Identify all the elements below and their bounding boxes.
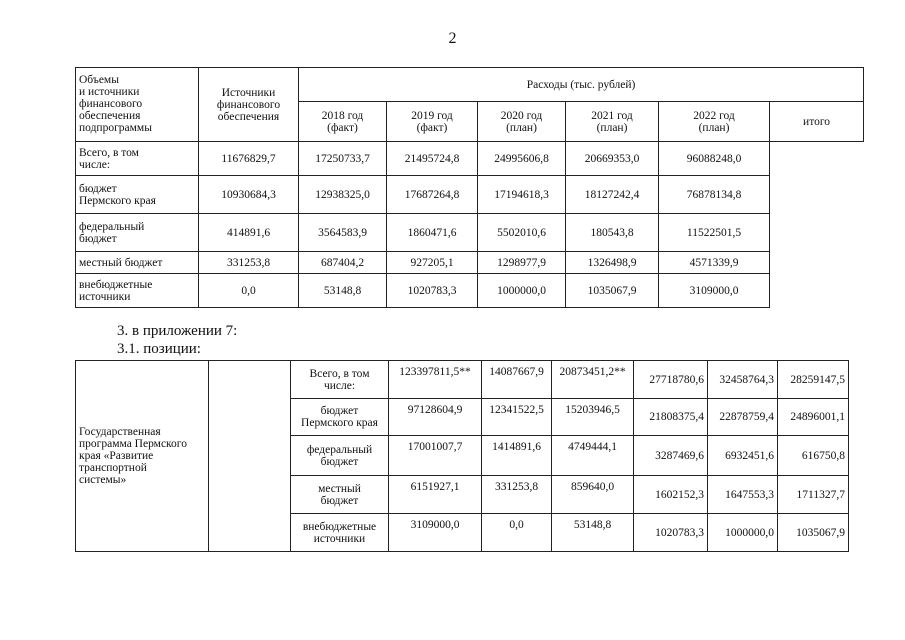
row-label: федеральный бюджет	[76, 214, 199, 252]
table-cell: 123397811,5**	[389, 361, 482, 399]
row-label: местный бюджет	[76, 252, 199, 274]
table-cell: 6932451,6	[708, 436, 778, 476]
column-header: 2021 год (план)	[566, 102, 659, 142]
table-cell: 331253,8	[482, 476, 552, 514]
table-row	[76, 176, 864, 214]
table-cell: 616750,8	[778, 436, 849, 476]
table-cell: 28259147,5	[778, 361, 849, 399]
row-label: бюджет Пермского края	[291, 399, 389, 436]
table-row	[76, 214, 864, 252]
table-cell: 18127242,4	[566, 176, 659, 214]
table-cell: 22878759,4	[708, 399, 778, 436]
table-cell: 12341522,5	[482, 399, 552, 436]
table-row	[76, 142, 864, 176]
table-cell: 21495724,8	[387, 142, 478, 176]
table-cell: 0,0	[199, 274, 299, 308]
table-cell: 927205,1	[387, 252, 478, 274]
table-cell: 4571339,9	[659, 252, 770, 274]
table-cell: 21808375,4	[634, 399, 708, 436]
table-cell: 1414891,6	[482, 436, 552, 476]
table-row	[76, 274, 864, 308]
program-table	[75, 360, 849, 552]
table-cell: 96088248,0	[659, 142, 770, 176]
table-cell: 1326498,9	[566, 252, 659, 274]
table-cell: 17194618,3	[478, 176, 566, 214]
table-cell: 0,0	[482, 514, 552, 552]
program-name: Государственная программа Пермского края «Развитие транспортной системы»	[76, 361, 209, 552]
table-cell: 1000000,0	[478, 274, 566, 308]
table-cell: 331253,8	[199, 252, 299, 274]
table-cell: 17250733,7	[299, 142, 387, 176]
page-number: 2	[448, 30, 457, 47]
table-cell: 1020783,3	[387, 274, 478, 308]
table-cell: 97128604,9	[389, 399, 482, 436]
expenses-header: Расходы (тыс. рублей)	[299, 68, 864, 102]
table-cell: 1020783,3	[634, 514, 708, 552]
sources-header: Источники финансового обеспечения	[199, 68, 299, 142]
table-cell: 53148,8	[299, 274, 387, 308]
column-header: итого	[770, 102, 864, 142]
row-header: Объемы и источники финансового обеспечения подпрограммы	[76, 68, 199, 142]
table-cell: 6151927,1	[389, 476, 482, 514]
row-label: местный бюджет	[291, 476, 389, 514]
table-cell: 27718780,6	[634, 361, 708, 399]
table-cell: 1298977,9	[478, 252, 566, 274]
table-cell: 1035067,9	[778, 514, 849, 552]
table-cell: 3109000,0	[389, 514, 482, 552]
table-cell: 17001007,7	[389, 436, 482, 476]
paragraph-appendix-7: 3. в приложении 7:	[117, 323, 238, 339]
table-cell: 1000000,0	[708, 514, 778, 552]
table-cell: 1602152,3	[634, 476, 708, 514]
column-header: 2020 год (план)	[478, 102, 566, 142]
table-cell: 20669353,0	[566, 142, 659, 176]
column-header: 2018 год (факт)	[299, 102, 387, 142]
financing-table	[75, 67, 864, 308]
table-cell: 180543,8	[566, 214, 659, 252]
table-cell: 3287469,6	[634, 436, 708, 476]
table-cell: 11676829,7	[199, 142, 299, 176]
table-cell: 24995606,8	[478, 142, 566, 176]
table-cell: 4749444,1	[552, 436, 634, 476]
table-cell: 1035067,9	[566, 274, 659, 308]
table-cell: 1711327,7	[778, 476, 849, 514]
table-cell: 14087667,9	[482, 361, 552, 399]
row-label: внебюджетные источники	[76, 274, 199, 308]
table-cell: 687404,2	[299, 252, 387, 274]
table-cell: 3109000,0	[659, 274, 770, 308]
row-label: Всего, в том числе:	[76, 142, 199, 176]
column-header: 2019 год (факт)	[387, 102, 478, 142]
table-cell: 12938325,0	[299, 176, 387, 214]
table-cell: 24896001,1	[778, 399, 849, 436]
table-cell: 11522501,5	[659, 214, 770, 252]
table-cell: 20873451,2**	[552, 361, 634, 399]
table-cell: 76878134,8	[659, 176, 770, 214]
paragraph-positions: 3.1. позиции:	[117, 341, 201, 357]
table-cell: 1860471,6	[387, 214, 478, 252]
table-cell: 53148,8	[552, 514, 634, 552]
table-cell: 414891,6	[199, 214, 299, 252]
table-cell: 1647553,3	[708, 476, 778, 514]
table-cell: 15203946,5	[552, 399, 634, 436]
row-label: бюджет Пермского края	[76, 176, 199, 214]
table-cell: 10930684,3	[199, 176, 299, 214]
table-row	[76, 252, 864, 274]
row-label: федеральный бюджет	[291, 436, 389, 476]
column-header: 2022 год (план)	[659, 102, 770, 142]
table-cell: 17687264,8	[387, 176, 478, 214]
table-cell: 859640,0	[552, 476, 634, 514]
row-label: Всего, в том числе:	[291, 361, 389, 399]
row-label: внебюджетные источники	[291, 514, 389, 552]
table-cell: 32458764,3	[708, 361, 778, 399]
table-cell: 5502010,6	[478, 214, 566, 252]
empty-cell	[209, 361, 291, 552]
table-cell: 3564583,9	[299, 214, 387, 252]
table-row	[76, 361, 849, 399]
